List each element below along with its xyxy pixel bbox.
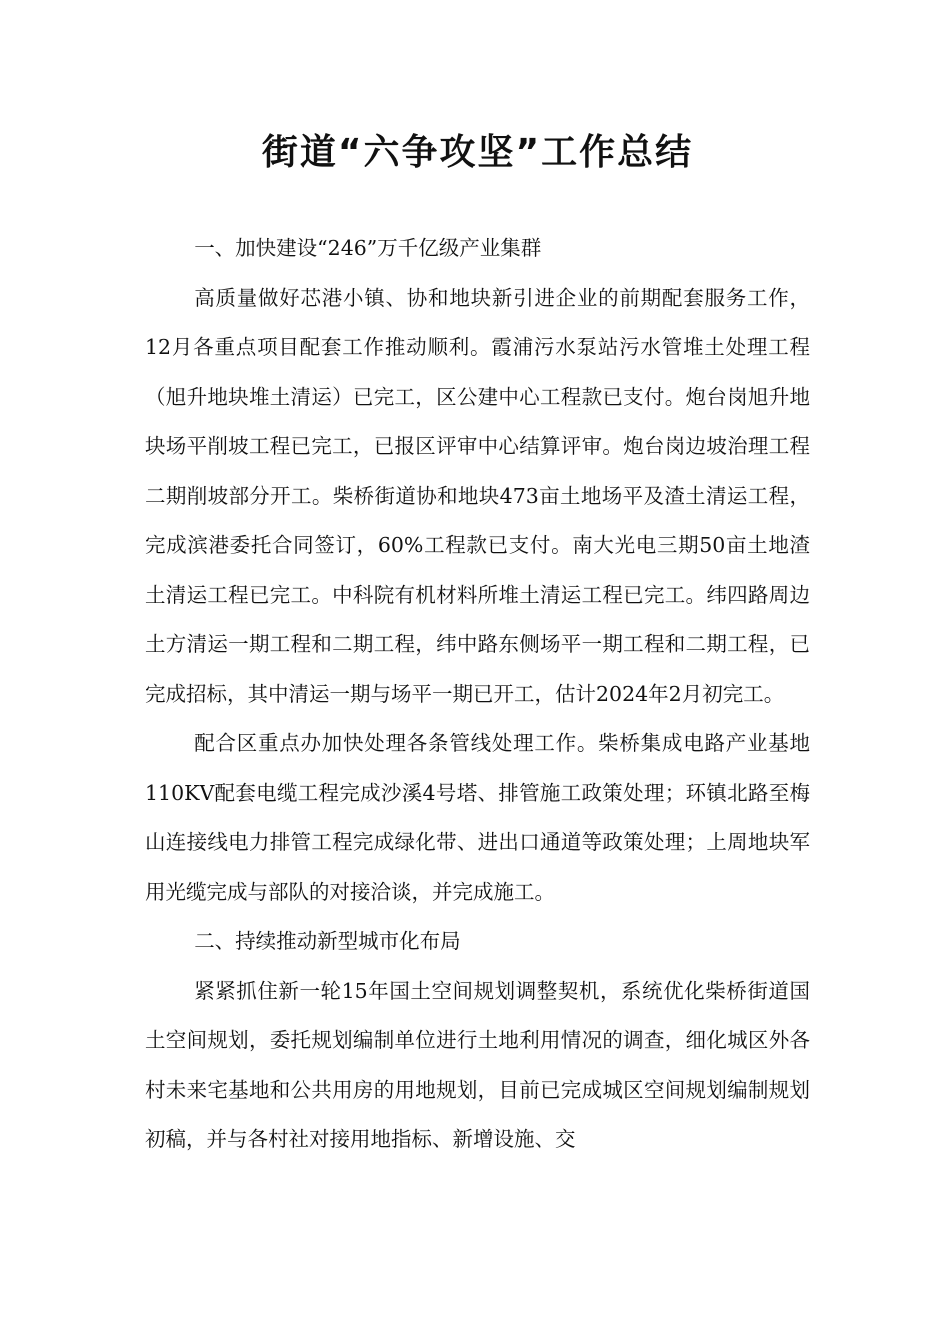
paragraph: 高质量做好芯港小镇、协和地块新引进企业的前期配套服务工作，12月各重点项目配套工作推动顺利。霞浦污水泵站污水管堆土处理工程（旭升地块堆土清运）已完工，区公建中心工程款已支付。炮台岗旭升地块场平削坡工程已完工，已报区评审中心结算评审。炮台岗边坡治理工程二期削坡部分开工。柴桥街道协和地块473亩土地场平及渣土清运工程，完成滨港委托合同签订，60%工程款已支付。南大光电三期50亩土地渣土清运工程已完工。中科院有机材料所堆土清运工程已完工。纬四路周边土方清运一期工程和二期工程，纬中路东侧场平一期工程和二期工程，已完成招标，其中清运一期与场平一期已开工，估计2024年2月初完工。 [145, 285, 810, 706]
section-heading: 一、加快建设“246”万千亿级产业集群 [194, 236, 542, 260]
document-title: 街道“六争攻坚”工作总结 [261, 132, 694, 173]
document-body [145, 224, 810, 1165]
section-heading: 二、持续推动新型城市化布局 [194, 929, 461, 953]
paragraph: 紧紧抓住新一轮15年国土空间规划调整契机，系统优化柴桥街道国土空间规划，委托规划编制单位进行土地利用情况的调查，细化城区外各村未来宅基地和公共用房的用地规划，目前已完成城区空间规划编制规划初稿，并与各村社对接用地指标、新增设施、交 [145, 978, 810, 1151]
paragraph: 配合区重点办加快处理各条管线处理工作。柴桥集成电路产业基地110KV配套电缆工程完成沙溪4号塔、排管施工政策处理；环镇北路至梅山连接线电力排管工程完成绿化带、进出口通道等政策处理；上周地块军用光缆完成与部队的对接洽谈，并完成施工。 [145, 731, 810, 904]
